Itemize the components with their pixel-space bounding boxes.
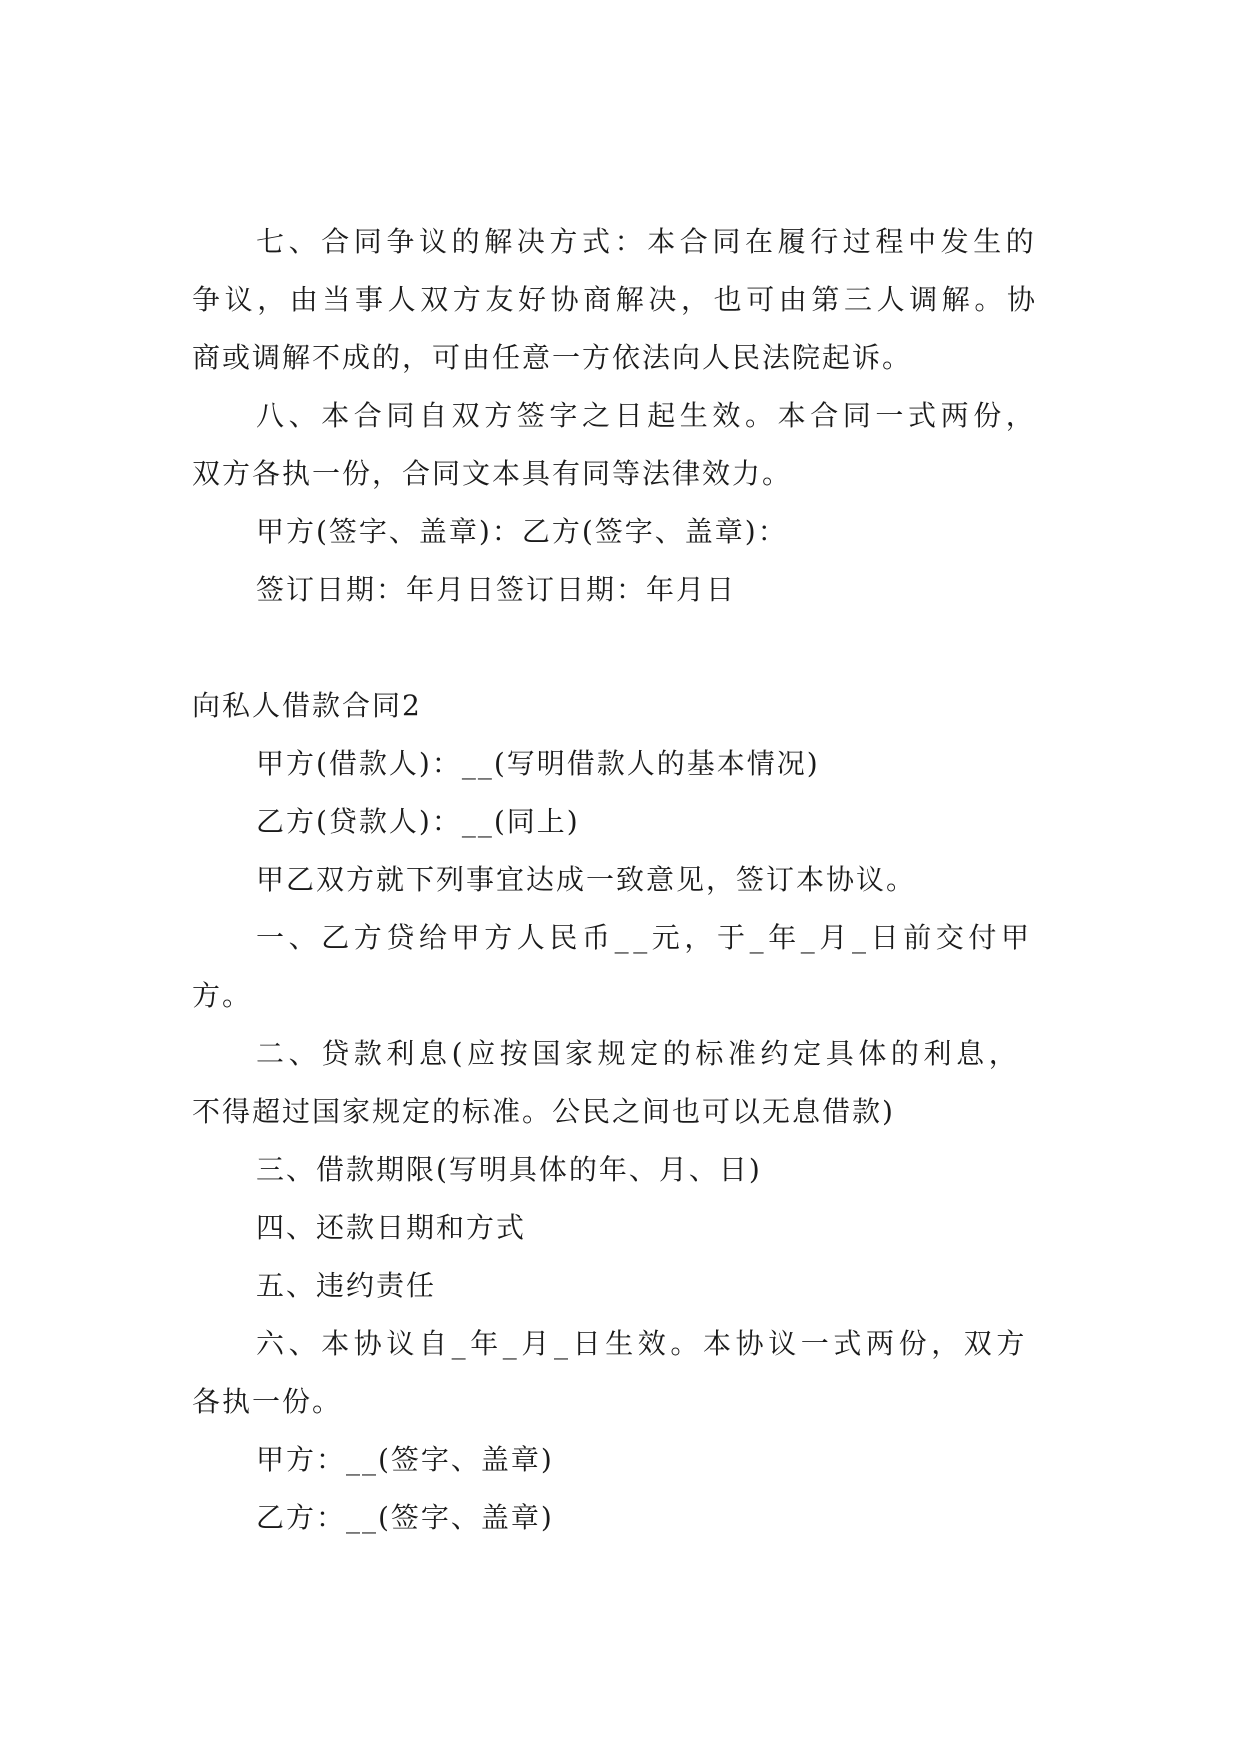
clause-1-line-2: 方。 — [192, 979, 253, 1012]
clause-2-line-1: 二、贷款利息(应按国家规定的标准约定具体的利息， — [256, 1037, 1022, 1070]
contract-2-title: 向私人借款合同2 — [192, 689, 422, 722]
clause-6-line-1: 六、本协议自_年_月_日生效。本协议一式两份，双方 — [256, 1327, 1030, 1360]
clause-1-line-1: 一、乙方贷给甲方人民币__元，于_年_月_日前交付甲 — [256, 921, 1034, 954]
party-b-signature: 乙方：__(签字、盖章) — [256, 1501, 554, 1534]
signature-line: 甲方(签字、盖章)：乙方(签字、盖章)： — [256, 515, 788, 548]
clause-5: 五、违约责任 — [256, 1269, 437, 1302]
clause-7-line-1: 七、合同争议的解决方式：本合同在履行过程中发生的 — [256, 225, 1039, 258]
party-a-borrower: 甲方(借款人)：__(写明借款人的基本情况) — [256, 747, 820, 780]
clause-7-line-2: 争议，由当事人双方友好协商解决，也可由第三人调解。协 — [192, 283, 1040, 316]
agreement-intro: 甲乙双方就下列事宜达成一致意见，签订本协议。 — [256, 863, 917, 896]
party-b-lender: 乙方(贷款人)：__(同上) — [256, 805, 580, 838]
clause-8-line-2: 双方各执一份，合同文本具有同等法律效力。 — [192, 457, 793, 490]
clause-3: 三、借款期限(写明具体的年、月、日) — [256, 1153, 762, 1186]
clause-8-line-1: 八、本合同自双方签字之日起生效。本合同一式两份， — [256, 399, 1039, 432]
signing-date-line: 签订日期：年月日签订日期：年月日 — [256, 573, 737, 606]
clause-7-line-3: 商或调解不成的，可由任意一方依法向人民法院起诉。 — [192, 341, 913, 374]
clause-4: 四、还款日期和方式 — [256, 1211, 527, 1244]
party-a-signature: 甲方：__(签字、盖章) — [256, 1443, 554, 1476]
clause-2-line-2: 不得超过国家规定的标准。公民之间也可以无息借款) — [192, 1095, 895, 1128]
clause-6-line-2: 各执一份。 — [192, 1385, 343, 1418]
